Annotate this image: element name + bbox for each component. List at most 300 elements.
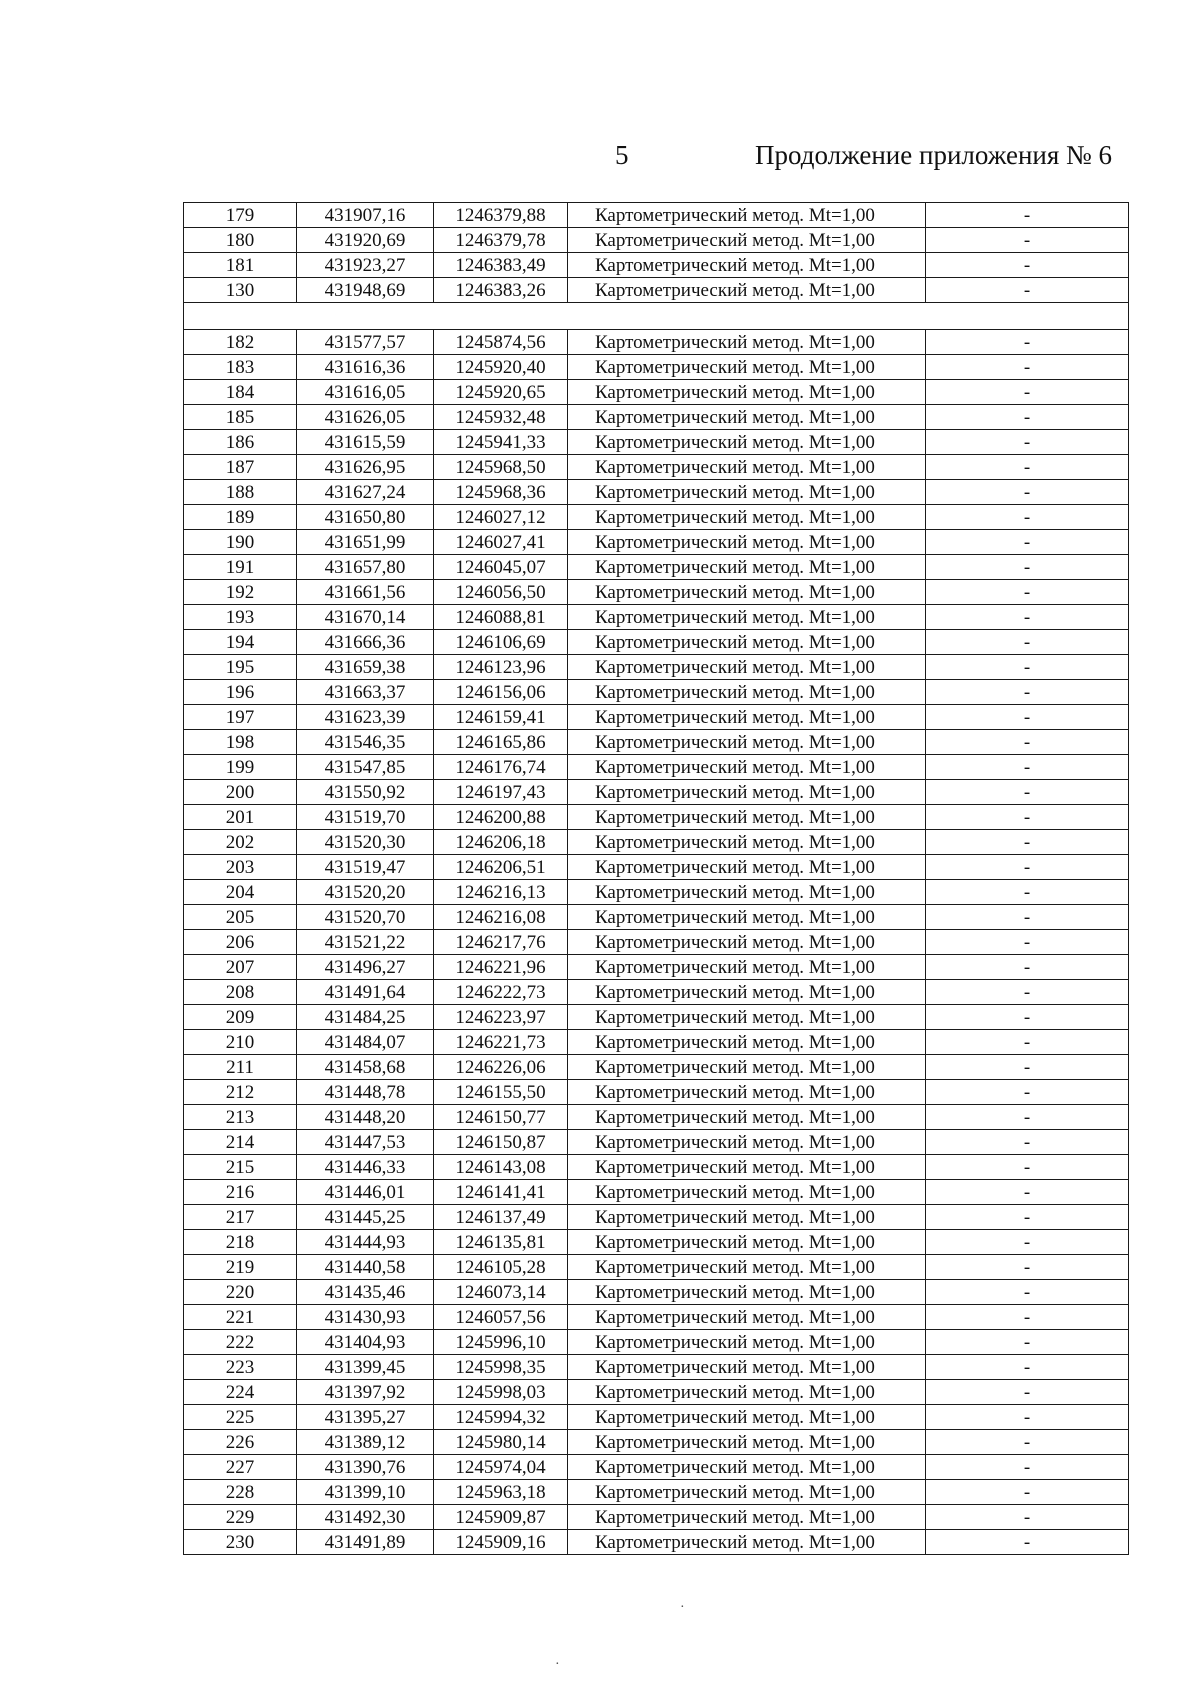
table-row — [184, 505, 1129, 530]
method-cell: Картометрический метод. Mt=1,00 — [568, 830, 926, 855]
x-coordinate-cell: 431907,16 — [297, 203, 434, 228]
deviation-cell: - — [926, 1380, 1129, 1405]
y-coordinate-cell: 1246197,43 — [434, 780, 568, 805]
point-number-cell: 221 — [184, 1305, 297, 1330]
y-coordinate-cell: 1246027,12 — [434, 505, 568, 530]
x-coordinate-cell: 431484,25 — [297, 1005, 434, 1030]
x-coordinate-cell: 431520,70 — [297, 905, 434, 930]
point-number-cell: 220 — [184, 1280, 297, 1305]
y-coordinate-cell: 1246206,51 — [434, 855, 568, 880]
method-cell: Картометрический метод. Mt=1,00 — [568, 505, 926, 530]
x-coordinate-cell: 431659,38 — [297, 655, 434, 680]
method-cell: Картометрический метод. Mt=1,00 — [568, 655, 926, 680]
x-coordinate-cell: 431520,20 — [297, 880, 434, 905]
method-cell: Картометрический метод. Mt=1,00 — [568, 630, 926, 655]
x-coordinate-cell: 431666,36 — [297, 630, 434, 655]
deviation-cell: - — [926, 1180, 1129, 1205]
table-row — [184, 955, 1129, 980]
y-coordinate-cell: 1245963,18 — [434, 1480, 568, 1505]
point-number-cell: 216 — [184, 1180, 297, 1205]
x-coordinate-cell: 431484,07 — [297, 1030, 434, 1055]
y-coordinate-cell: 1245909,16 — [434, 1530, 568, 1555]
x-coordinate-cell: 431404,93 — [297, 1330, 434, 1355]
y-coordinate-cell: 1246383,26 — [434, 278, 568, 303]
method-cell: Картометрический метод. Mt=1,00 — [568, 1405, 926, 1430]
y-coordinate-cell: 1245874,56 — [434, 330, 568, 355]
deviation-cell: - — [926, 380, 1129, 405]
y-coordinate-cell: 1246056,50 — [434, 580, 568, 605]
x-coordinate-cell: 431430,93 — [297, 1305, 434, 1330]
table-row — [184, 1005, 1129, 1030]
point-number-cell: 209 — [184, 1005, 297, 1030]
point-number-cell: 183 — [184, 355, 297, 380]
table-row — [184, 905, 1129, 930]
point-number-cell: 197 — [184, 705, 297, 730]
method-cell: Картометрический метод. Mt=1,00 — [568, 330, 926, 355]
x-coordinate-cell: 431657,80 — [297, 555, 434, 580]
x-coordinate-cell: 431920,69 — [297, 228, 434, 253]
x-coordinate-cell: 431399,45 — [297, 1355, 434, 1380]
deviation-cell: - — [926, 855, 1129, 880]
method-cell: Картометрический метод. Mt=1,00 — [568, 680, 926, 705]
table-row — [184, 1355, 1129, 1380]
point-number-cell: 184 — [184, 380, 297, 405]
y-coordinate-cell: 1246226,06 — [434, 1055, 568, 1080]
x-coordinate-cell: 431661,56 — [297, 580, 434, 605]
table-row — [184, 780, 1129, 805]
deviation-cell: - — [926, 555, 1129, 580]
y-coordinate-cell: 1246223,97 — [434, 1005, 568, 1030]
table-row — [184, 705, 1129, 730]
table-row — [184, 755, 1129, 780]
deviation-cell: - — [926, 355, 1129, 380]
method-cell: Картометрический метод. Mt=1,00 — [568, 605, 926, 630]
point-number-cell: 200 — [184, 780, 297, 805]
table-row — [184, 555, 1129, 580]
y-coordinate-cell: 1245998,35 — [434, 1355, 568, 1380]
point-number-cell: 186 — [184, 430, 297, 455]
point-number-cell: 196 — [184, 680, 297, 705]
x-coordinate-cell: 431521,22 — [297, 930, 434, 955]
method-cell: Картометрический метод. Mt=1,00 — [568, 1105, 926, 1130]
deviation-cell: - — [926, 580, 1129, 605]
x-coordinate-cell: 431397,92 — [297, 1380, 434, 1405]
y-coordinate-cell: 1245998,03 — [434, 1380, 568, 1405]
x-coordinate-cell: 431491,89 — [297, 1530, 434, 1555]
x-coordinate-cell: 431670,14 — [297, 605, 434, 630]
deviation-cell: - — [926, 1080, 1129, 1105]
y-coordinate-cell: 1246143,08 — [434, 1155, 568, 1180]
y-coordinate-cell: 1246206,18 — [434, 830, 568, 855]
y-coordinate-cell: 1246123,96 — [434, 655, 568, 680]
point-number-cell: 211 — [184, 1055, 297, 1080]
method-cell: Картометрический метод. Mt=1,00 — [568, 1205, 926, 1230]
method-cell: Картометрический метод. Mt=1,00 — [568, 1080, 926, 1105]
separator-cell — [184, 303, 1129, 330]
method-cell: Картометрический метод. Mt=1,00 — [568, 228, 926, 253]
deviation-cell: - — [926, 1455, 1129, 1480]
point-number-cell: 203 — [184, 855, 297, 880]
x-coordinate-cell: 431390,76 — [297, 1455, 434, 1480]
deviation-cell: - — [926, 730, 1129, 755]
method-cell: Картометрический метод. Mt=1,00 — [568, 1155, 926, 1180]
deviation-cell: - — [926, 1130, 1129, 1155]
method-cell: Картометрический метод. Mt=1,00 — [568, 805, 926, 830]
point-number-cell: 223 — [184, 1355, 297, 1380]
point-number-cell: 219 — [184, 1255, 297, 1280]
method-cell: Картометрический метод. Mt=1,00 — [568, 1005, 926, 1030]
x-coordinate-cell: 431577,57 — [297, 330, 434, 355]
point-number-cell: 190 — [184, 530, 297, 555]
deviation-cell: - — [926, 1330, 1129, 1355]
y-coordinate-cell: 1246088,81 — [434, 605, 568, 630]
method-cell: Картометрический метод. Mt=1,00 — [568, 1130, 926, 1155]
point-number-cell: 194 — [184, 630, 297, 655]
point-number-cell: 230 — [184, 1530, 297, 1555]
x-coordinate-cell: 431623,39 — [297, 705, 434, 730]
page-title: Продолжение приложения № 6 — [755, 140, 1113, 170]
table-row — [184, 1305, 1129, 1330]
x-coordinate-cell: 431446,33 — [297, 1155, 434, 1180]
y-coordinate-cell: 1246137,49 — [434, 1205, 568, 1230]
y-coordinate-cell: 1245909,87 — [434, 1505, 568, 1530]
x-coordinate-cell: 431626,05 — [297, 405, 434, 430]
table-row — [184, 680, 1129, 705]
y-coordinate-cell: 1246150,77 — [434, 1105, 568, 1130]
table-row — [184, 455, 1129, 480]
method-cell: Картометрический метод. Mt=1,00 — [568, 855, 926, 880]
deviation-cell: - — [926, 530, 1129, 555]
point-number-cell: 228 — [184, 1480, 297, 1505]
x-coordinate-cell: 431627,24 — [297, 480, 434, 505]
page-number: 5 — [615, 140, 629, 170]
deviation-cell: - — [926, 605, 1129, 630]
table-row — [184, 930, 1129, 955]
point-number-cell: 208 — [184, 980, 297, 1005]
y-coordinate-cell: 1245932,48 — [434, 405, 568, 430]
deviation-cell: - — [926, 1305, 1129, 1330]
y-coordinate-cell: 1245968,36 — [434, 480, 568, 505]
x-coordinate-cell: 431650,80 — [297, 505, 434, 530]
x-coordinate-cell: 431615,59 — [297, 430, 434, 455]
method-cell: Картометрический метод. Mt=1,00 — [568, 730, 926, 755]
deviation-cell: - — [926, 1355, 1129, 1380]
point-number-cell: 204 — [184, 880, 297, 905]
deviation-cell: - — [926, 1005, 1129, 1030]
y-coordinate-cell: 1246221,73 — [434, 1030, 568, 1055]
method-cell: Картометрический метод. Mt=1,00 — [568, 405, 926, 430]
method-cell: Картометрический метод. Mt=1,00 — [568, 1055, 926, 1080]
method-cell: Картометрический метод. Mt=1,00 — [568, 430, 926, 455]
point-number-cell: 182 — [184, 330, 297, 355]
method-cell: Картометрический метод. Mt=1,00 — [568, 1255, 926, 1280]
point-number-cell: 215 — [184, 1155, 297, 1180]
table-row — [184, 1505, 1129, 1530]
table-row — [184, 980, 1129, 1005]
deviation-cell: - — [926, 1055, 1129, 1080]
method-cell: Картометрический метод. Mt=1,00 — [568, 930, 926, 955]
y-coordinate-cell: 1246105,28 — [434, 1255, 568, 1280]
method-cell: Картометрический метод. Mt=1,00 — [568, 1430, 926, 1455]
coordinates-table — [183, 202, 1129, 1555]
method-cell: Картометрический метод. Mt=1,00 — [568, 278, 926, 303]
y-coordinate-cell: 1246106,69 — [434, 630, 568, 655]
x-coordinate-cell: 431446,01 — [297, 1180, 434, 1205]
x-coordinate-cell: 431948,69 — [297, 278, 434, 303]
y-coordinate-cell: 1246383,49 — [434, 253, 568, 278]
point-number-cell: 188 — [184, 480, 297, 505]
y-coordinate-cell: 1246221,96 — [434, 955, 568, 980]
table-row — [184, 1055, 1129, 1080]
y-coordinate-cell: 1245968,50 — [434, 455, 568, 480]
deviation-cell: - — [926, 780, 1129, 805]
scan-speck: · — [680, 1600, 685, 1615]
point-number-cell: 199 — [184, 755, 297, 780]
deviation-cell: - — [926, 805, 1129, 830]
y-coordinate-cell: 1246155,50 — [434, 1080, 568, 1105]
method-cell: Картометрический метод. Mt=1,00 — [568, 530, 926, 555]
table-row — [184, 580, 1129, 605]
deviation-cell: - — [926, 253, 1129, 278]
table-row — [184, 228, 1129, 253]
method-cell: Картометрический метод. Mt=1,00 — [568, 1455, 926, 1480]
table-row — [184, 430, 1129, 455]
point-number-cell: 180 — [184, 228, 297, 253]
table-row — [184, 1530, 1129, 1555]
y-coordinate-cell: 1246222,73 — [434, 980, 568, 1005]
table-row — [184, 730, 1129, 755]
deviation-cell: - — [926, 930, 1129, 955]
y-coordinate-cell: 1245920,40 — [434, 355, 568, 380]
x-coordinate-cell: 431519,47 — [297, 855, 434, 880]
point-number-cell: 195 — [184, 655, 297, 680]
point-number-cell: 226 — [184, 1430, 297, 1455]
contour-separator-row — [184, 303, 1129, 330]
deviation-cell: - — [926, 1230, 1129, 1255]
method-cell: Картометрический метод. Mt=1,00 — [568, 955, 926, 980]
point-number-cell: 198 — [184, 730, 297, 755]
x-coordinate-cell: 431496,27 — [297, 955, 434, 980]
deviation-cell: - — [926, 1430, 1129, 1455]
x-coordinate-cell: 431448,78 — [297, 1080, 434, 1105]
deviation-cell: - — [926, 1030, 1129, 1055]
table-row — [184, 253, 1129, 278]
deviation-cell: - — [926, 655, 1129, 680]
point-number-cell: 201 — [184, 805, 297, 830]
y-coordinate-cell: 1246159,41 — [434, 705, 568, 730]
table-row — [184, 1130, 1129, 1155]
table-row — [184, 830, 1129, 855]
y-coordinate-cell: 1246135,81 — [434, 1230, 568, 1255]
point-number-cell: 189 — [184, 505, 297, 530]
y-coordinate-cell: 1246216,08 — [434, 905, 568, 930]
x-coordinate-cell: 431550,92 — [297, 780, 434, 805]
x-coordinate-cell: 431444,93 — [297, 1230, 434, 1255]
table-row — [184, 405, 1129, 430]
point-number-cell: 229 — [184, 1505, 297, 1530]
method-cell: Картометрический метод. Mt=1,00 — [568, 1305, 926, 1330]
deviation-cell: - — [926, 228, 1129, 253]
table-row — [184, 1080, 1129, 1105]
method-cell: Картометрический метод. Mt=1,00 — [568, 1030, 926, 1055]
deviation-cell: - — [926, 755, 1129, 780]
method-cell: Картометрический метод. Mt=1,00 — [568, 755, 926, 780]
y-coordinate-cell: 1246073,14 — [434, 1280, 568, 1305]
deviation-cell: - — [926, 505, 1129, 530]
table-row — [184, 1280, 1129, 1305]
table-row — [184, 530, 1129, 555]
deviation-cell: - — [926, 980, 1129, 1005]
y-coordinate-cell: 1246176,74 — [434, 755, 568, 780]
x-coordinate-cell: 431492,30 — [297, 1505, 434, 1530]
table-row — [184, 655, 1129, 680]
point-number-cell: 227 — [184, 1455, 297, 1480]
method-cell: Картометрический метод. Mt=1,00 — [568, 480, 926, 505]
y-coordinate-cell: 1245994,32 — [434, 1405, 568, 1430]
point-number-cell: 179 — [184, 203, 297, 228]
x-coordinate-cell: 431445,25 — [297, 1205, 434, 1230]
table-row — [184, 355, 1129, 380]
scan-speck: · — [555, 1657, 560, 1672]
y-coordinate-cell: 1246165,86 — [434, 730, 568, 755]
method-cell: Картометрический метод. Mt=1,00 — [568, 580, 926, 605]
deviation-cell: - — [926, 1405, 1129, 1430]
method-cell: Картометрический метод. Mt=1,00 — [568, 1355, 926, 1380]
x-coordinate-cell: 431626,95 — [297, 455, 434, 480]
point-number-cell: 192 — [184, 580, 297, 605]
x-coordinate-cell: 431440,58 — [297, 1255, 434, 1280]
point-number-cell: 212 — [184, 1080, 297, 1105]
point-number-cell: 214 — [184, 1130, 297, 1155]
y-coordinate-cell: 1246057,56 — [434, 1305, 568, 1330]
deviation-cell: - — [926, 680, 1129, 705]
method-cell: Картометрический метод. Mt=1,00 — [568, 1230, 926, 1255]
deviation-cell: - — [926, 330, 1129, 355]
deviation-cell: - — [926, 630, 1129, 655]
deviation-cell: - — [926, 480, 1129, 505]
deviation-cell: - — [926, 203, 1129, 228]
point-number-cell: 206 — [184, 930, 297, 955]
deviation-cell: - — [926, 955, 1129, 980]
method-cell: Картометрический метод. Mt=1,00 — [568, 780, 926, 805]
y-coordinate-cell: 1246379,78 — [434, 228, 568, 253]
table-row — [184, 1405, 1129, 1430]
deviation-cell: - — [926, 1155, 1129, 1180]
x-coordinate-cell: 431389,12 — [297, 1430, 434, 1455]
deviation-cell: - — [926, 430, 1129, 455]
point-number-cell: 181 — [184, 253, 297, 278]
table-row — [184, 1430, 1129, 1455]
point-number-cell: 193 — [184, 605, 297, 630]
table-row — [184, 1380, 1129, 1405]
table-row — [184, 1330, 1129, 1355]
x-coordinate-cell: 431491,64 — [297, 980, 434, 1005]
x-coordinate-cell: 431448,20 — [297, 1105, 434, 1130]
point-number-cell: 187 — [184, 455, 297, 480]
x-coordinate-cell: 431399,10 — [297, 1480, 434, 1505]
point-number-cell: 217 — [184, 1205, 297, 1230]
table-row — [184, 1205, 1129, 1230]
deviation-cell: - — [926, 1480, 1129, 1505]
point-number-cell: 202 — [184, 830, 297, 855]
point-number-cell: 222 — [184, 1330, 297, 1355]
method-cell: Картометрический метод. Mt=1,00 — [568, 1380, 926, 1405]
method-cell: Картометрический метод. Mt=1,00 — [568, 1530, 926, 1555]
table-row — [184, 1230, 1129, 1255]
point-number-cell: 207 — [184, 955, 297, 980]
deviation-cell: - — [926, 705, 1129, 730]
method-cell: Картометрический метод. Mt=1,00 — [568, 455, 926, 480]
y-coordinate-cell: 1246217,76 — [434, 930, 568, 955]
method-cell: Картометрический метод. Mt=1,00 — [568, 555, 926, 580]
point-number-cell: 210 — [184, 1030, 297, 1055]
table-row — [184, 1030, 1129, 1055]
method-cell: Картометрический метод. Mt=1,00 — [568, 355, 926, 380]
table-row — [184, 330, 1129, 355]
deviation-cell: - — [926, 1505, 1129, 1530]
table-row — [184, 1480, 1129, 1505]
y-coordinate-cell: 1246379,88 — [434, 203, 568, 228]
y-coordinate-cell: 1246027,41 — [434, 530, 568, 555]
table-row — [184, 630, 1129, 655]
point-number-cell: 185 — [184, 405, 297, 430]
y-coordinate-cell: 1246150,87 — [434, 1130, 568, 1155]
x-coordinate-cell: 431447,53 — [297, 1130, 434, 1155]
method-cell: Картометрический метод. Mt=1,00 — [568, 380, 926, 405]
deviation-cell: - — [926, 455, 1129, 480]
method-cell: Картометрический метод. Mt=1,00 — [568, 905, 926, 930]
method-cell: Картометрический метод. Mt=1,00 — [568, 1280, 926, 1305]
deviation-cell: - — [926, 278, 1129, 303]
y-coordinate-cell: 1245941,33 — [434, 430, 568, 455]
table-row — [184, 1180, 1129, 1205]
x-coordinate-cell: 431546,35 — [297, 730, 434, 755]
method-cell: Картометрический метод. Mt=1,00 — [568, 253, 926, 278]
deviation-cell: - — [926, 1280, 1129, 1305]
table-row — [184, 1255, 1129, 1280]
method-cell: Картометрический метод. Mt=1,00 — [568, 1180, 926, 1205]
table-row — [184, 855, 1129, 880]
deviation-cell: - — [926, 1255, 1129, 1280]
deviation-cell: - — [926, 905, 1129, 930]
deviation-cell: - — [926, 1105, 1129, 1130]
x-coordinate-cell: 431520,30 — [297, 830, 434, 855]
y-coordinate-cell: 1246156,06 — [434, 680, 568, 705]
method-cell: Картометрический метод. Mt=1,00 — [568, 203, 926, 228]
table-row — [184, 480, 1129, 505]
coordinates-table-body — [184, 203, 1129, 1555]
deviation-cell: - — [926, 1205, 1129, 1230]
table-row — [184, 805, 1129, 830]
y-coordinate-cell: 1245920,65 — [434, 380, 568, 405]
x-coordinate-cell: 431435,46 — [297, 1280, 434, 1305]
method-cell: Картометрический метод. Mt=1,00 — [568, 980, 926, 1005]
x-coordinate-cell: 431519,70 — [297, 805, 434, 830]
method-cell: Картометрический метод. Mt=1,00 — [568, 1480, 926, 1505]
table-row — [184, 1105, 1129, 1130]
point-number-cell: 225 — [184, 1405, 297, 1430]
y-coordinate-cell: 1246216,13 — [434, 880, 568, 905]
table-row — [184, 278, 1129, 303]
x-coordinate-cell: 431395,27 — [297, 1405, 434, 1430]
method-cell: Картометрический метод. Mt=1,00 — [568, 1505, 926, 1530]
y-coordinate-cell: 1246045,07 — [434, 555, 568, 580]
y-coordinate-cell: 1245974,04 — [434, 1455, 568, 1480]
y-coordinate-cell: 1246200,88 — [434, 805, 568, 830]
deviation-cell: - — [926, 880, 1129, 905]
point-number-cell: 191 — [184, 555, 297, 580]
x-coordinate-cell: 431663,37 — [297, 680, 434, 705]
